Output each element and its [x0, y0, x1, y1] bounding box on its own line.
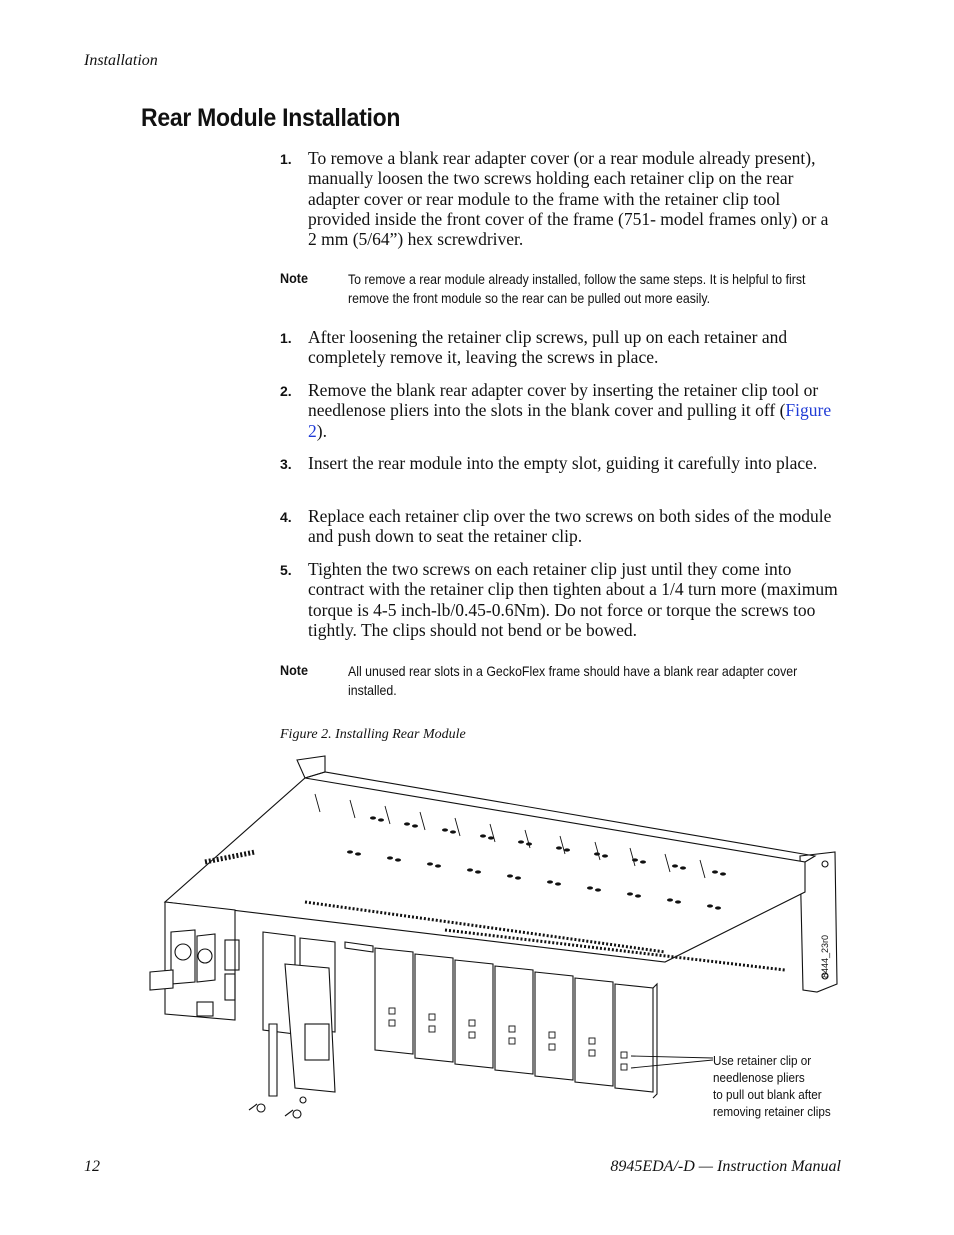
- note-text: All unused rear slots in a GeckoFlex frame should have a blank rear adapter cover installed.: [348, 663, 798, 698]
- figure-caption: Figure 2. Installing Rear Module: [280, 727, 466, 742]
- step-number: 4.: [280, 509, 292, 525]
- step-number: 1.: [280, 330, 292, 346]
- running-header: Installation: [84, 52, 158, 69]
- figure-2-link[interactable]: Figure 2: [308, 400, 832, 441]
- step-number: 1.: [280, 151, 292, 167]
- step-number: 2.: [280, 383, 292, 399]
- step-text-part: Remove the blank rear adapter cover by inserting the retainer clip tool or needlenose pliers into the slots in the blank cover and pulling it off (: [308, 380, 819, 421]
- step-text: Insert the rear module into the empty slot, guiding it carefully into place.: [308, 453, 818, 473]
- document-title: 8945EDA/-D — Instruction Manual: [610, 1158, 841, 1175]
- step-tighten-screws: [280, 559, 840, 640]
- callout-line: Use retainer clip or: [713, 1053, 812, 1068]
- step-text: After loosening the retainer clip screws, pull up on each retainer and completely remove it, leaving the screws in place.: [308, 327, 788, 368]
- figure-callout: [713, 1052, 831, 1120]
- step-replace-clip: [280, 506, 840, 547]
- figure-id: 8444_23r0: [820, 934, 830, 978]
- step-number: 3.: [280, 456, 292, 472]
- step-loosen: [280, 327, 840, 368]
- step-text: Tighten the two screws on each retainer clip just until they come into contract with the retainer clip then tighten about a 1/4 turn more (maximum torque is 4-5 inch-lb/0.45-0.6Nm). Do not force or torque the screws too tightly. The clips should not bend or be bowed.: [308, 559, 838, 640]
- callout-line: removing retainer clips: [713, 1104, 831, 1119]
- page-number: 12: [84, 1158, 100, 1175]
- callout-line: needlenose pliers: [713, 1070, 805, 1085]
- step-remove-cover: [280, 380, 840, 441]
- step-text: To remove a blank rear adapter cover (or a rear module already present), manually loosen the two screws holding each retainer clip on the rear adapter cover or rear module to the frame with the retainer clip tool provided inside the front cover of the frame (751- model frames only) or a 2 mm (5/64”) hex screwdriver.: [308, 148, 829, 250]
- step-number: 5.: [280, 562, 292, 578]
- intro-step: [280, 148, 840, 249]
- section-title: Rear Module Installation: [141, 104, 401, 132]
- note-text: To remove a rear module already installed, follow the same steps. It is helpful to first remove the front module so the rear can be pulled out more easily.: [348, 271, 806, 306]
- note-label: Note: [280, 662, 309, 678]
- note-label: Note: [280, 270, 309, 286]
- step-text: Replace each retainer clip over the two screws on both sides of the module and push down to seat the retainer clip.: [308, 506, 832, 547]
- step-text-part: ).: [316, 420, 327, 441]
- step-text: [308, 380, 840, 441]
- callout-line: to pull out blank after: [713, 1087, 822, 1102]
- step-insert-module: [280, 453, 840, 473]
